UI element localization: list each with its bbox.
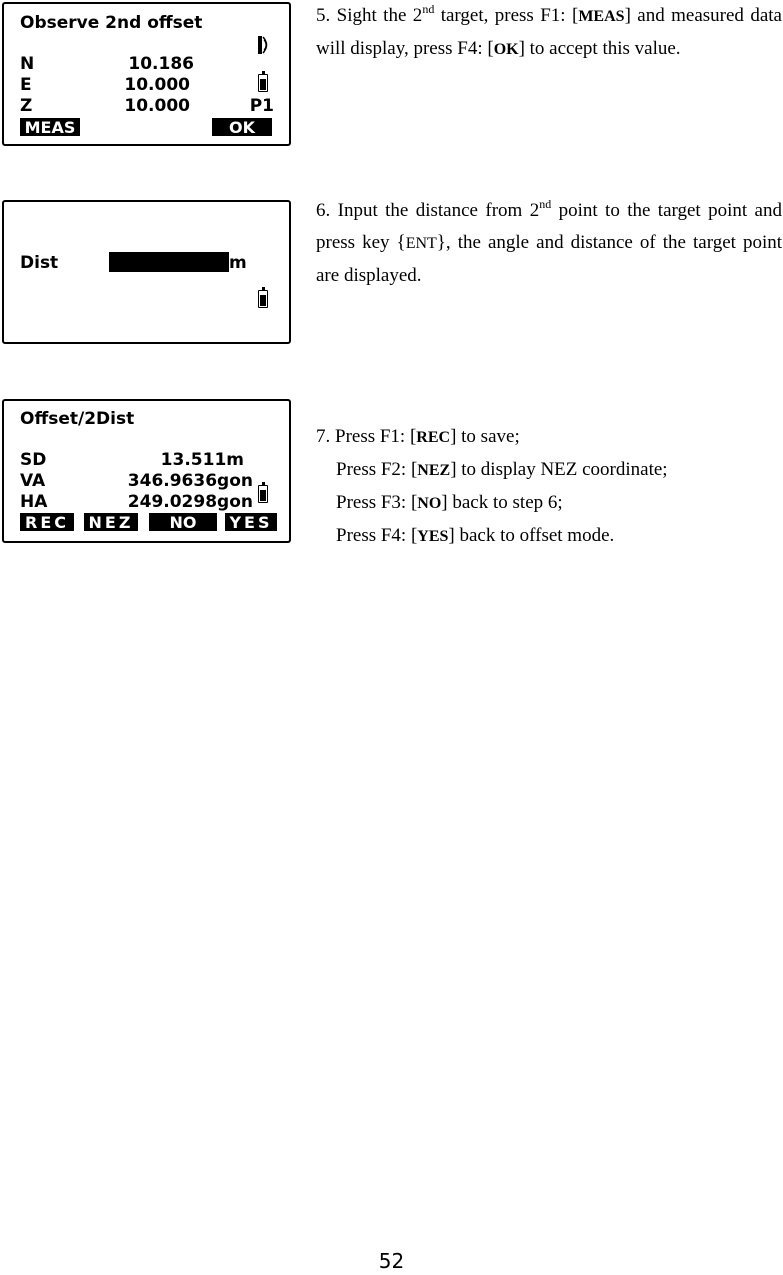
ha-label: HA bbox=[20, 492, 48, 512]
step-7-line-2: Press F2: [NEZ] to display NEZ coordinate; bbox=[336, 459, 668, 480]
dist-input-field[interactable] bbox=[109, 252, 229, 272]
battery-icon bbox=[258, 290, 268, 308]
n-value: 10.186 bbox=[128, 54, 194, 74]
dist-label: Dist bbox=[20, 253, 59, 273]
ha-value: 249.0298gon bbox=[127, 492, 253, 512]
step-6-text: 6. Input the distance from 2nd point to the target point and press key {ENT}, the angle and distance of the target point are displayed. bbox=[316, 197, 782, 286]
z-value: 10.000 bbox=[124, 96, 190, 116]
n-label: N bbox=[20, 54, 35, 74]
page-number: 52 bbox=[378, 1249, 405, 1273]
softkey-yes[interactable]: YES bbox=[225, 513, 277, 531]
step-7-line-4: Press F4: [YES] back to offset mode. bbox=[336, 525, 615, 546]
dist-unit: m bbox=[229, 253, 247, 273]
e-value: 10.000 bbox=[124, 75, 190, 95]
screen-title: Offset/2Dist bbox=[20, 409, 135, 429]
softkey-ok[interactable]: OK bbox=[212, 118, 272, 136]
lcd-screen-offset-result bbox=[2, 399, 291, 543]
step-5-text: 5. Sight the 2nd target, press F1: [MEAS] and measured data will display, press F4: [OK] to accept this value. bbox=[316, 2, 782, 59]
sd-label: SD bbox=[20, 450, 47, 470]
step-7-line-1: 7. Press F1: [REC] to save; bbox=[316, 426, 520, 447]
softkey-meas[interactable]: MEAS bbox=[20, 118, 80, 136]
z-label: Z bbox=[20, 96, 33, 116]
lcd-screen-dist-input bbox=[2, 200, 291, 344]
battery-icon bbox=[258, 74, 268, 92]
signal-icon bbox=[256, 34, 272, 56]
lcd-screen-observe-offset bbox=[2, 2, 291, 146]
page-indicator: P1 bbox=[249, 96, 274, 116]
softkey-rec[interactable]: REC bbox=[20, 513, 74, 531]
softkey-no[interactable]: NO bbox=[149, 513, 217, 531]
e-label: E bbox=[20, 75, 32, 95]
sd-value: 13.511m bbox=[160, 450, 244, 470]
step-7-line-3: Press F3: [NO] back to step 6; bbox=[336, 492, 563, 513]
va-value: 346.9636gon bbox=[127, 471, 253, 491]
step-7-text bbox=[316, 421, 782, 553]
battery-icon bbox=[258, 485, 268, 503]
screen-title: Observe 2nd offset bbox=[20, 13, 203, 33]
softkey-nez[interactable]: NEZ bbox=[84, 513, 138, 531]
va-label: VA bbox=[20, 471, 46, 491]
